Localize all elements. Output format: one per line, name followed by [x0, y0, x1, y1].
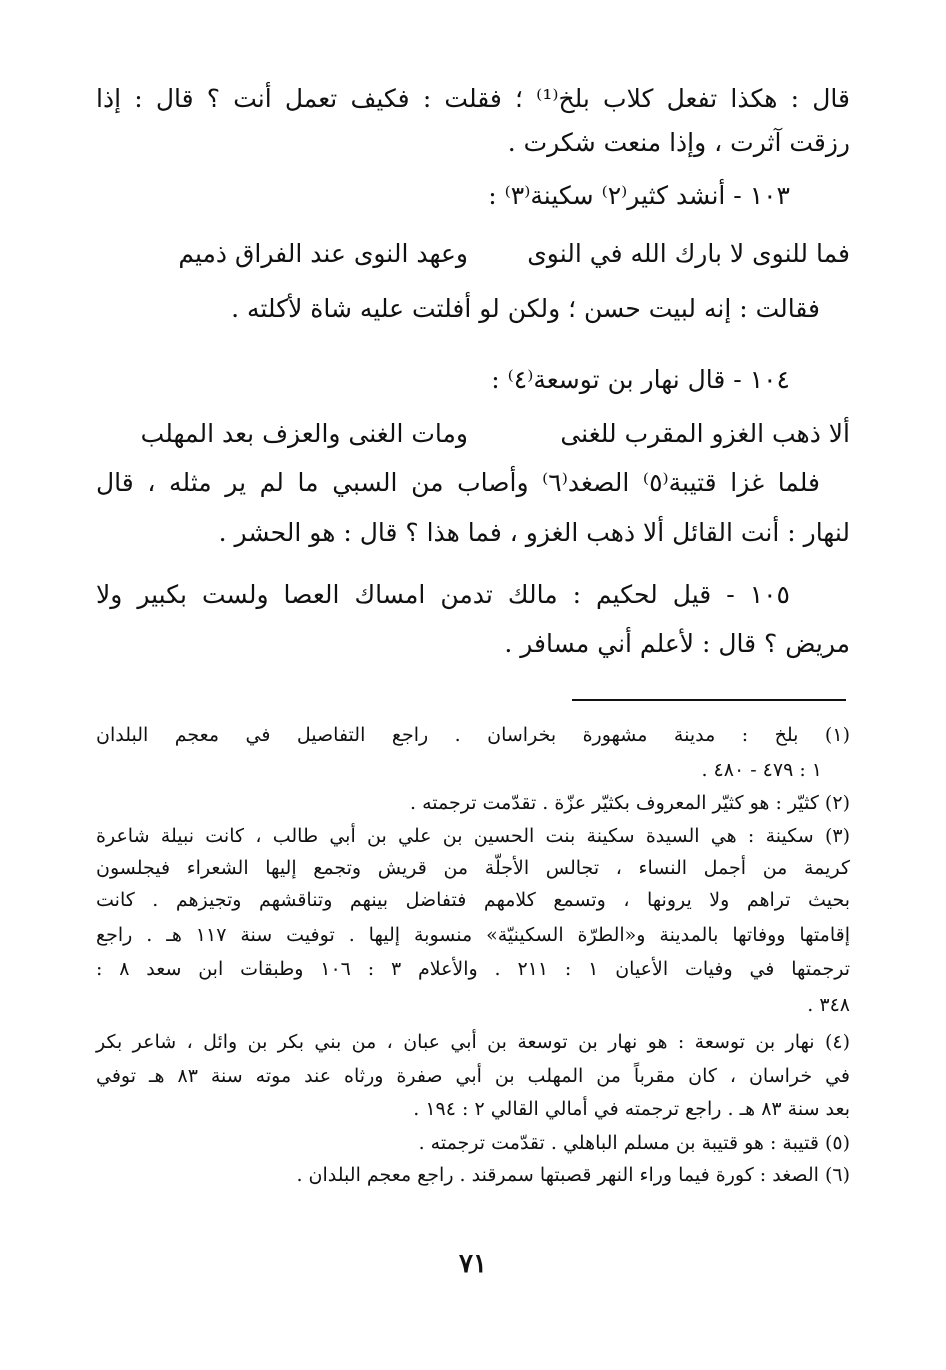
verse-1-first-hemistich: فما للنوى لا بارك الله في النوى — [527, 239, 850, 268]
footnote-3-line-5: ترجمتها في وفيات الأعيان ١ : ٢١١ . والأعلام ٣ : ١٠٦ وطبقات ابن سعد ٨ : — [96, 958, 850, 980]
entry-104-line-2: لنهار : أنت القائل ألا ذهب الغزو ، فما هذا ؟ قال : هو الحشر . — [218, 518, 850, 547]
entry-104-line-1: فلما غزا قتيبة⁽٥⁾ الصغد⁽٦⁾ وأصاب من السبي ما لم ير مثله ، قال — [96, 468, 820, 497]
footnote-3-line-3: بحيث تراهم ولا يرونها ، وتسمع كلامهم فتفاضل بينهم وتناقشهم وتجيزهم . كانت — [96, 889, 850, 911]
page-number: ٧١ — [459, 1249, 487, 1279]
entry-103-heading: ١٠٣ - أنشد كثير⁽٢⁾ سكينة⁽٣⁾ : — [488, 181, 790, 210]
footnote-2: (٢) كثيّر : هو كثيّر المعروف بكثيّر عزّة . تقدّمت ترجمته . — [409, 792, 850, 814]
footnote-5: (٥) قتيبة : هو قتيبة بن مسلم الباهلي . تقدّمت ترجمته . — [418, 1132, 850, 1154]
footnote-1-line-1: (١) بلخ : مدينة مشهورة بخراسان . راجع التفاصيل في معجم البلدان — [96, 724, 850, 746]
verse-2-second-hemistich: ومات الغنى والعزف بعد المهلب — [140, 419, 468, 448]
paragraph-102-line-2: رزقت آثرت ، وإذا منعت شكرت . — [507, 128, 850, 157]
footnote-3-line-2: كريمة من أجمل النساء ، تجالس الأجلّة من قريش وتجمع إليها الشعراء فيجلسون — [96, 857, 850, 879]
footnote-1-line-2: ١ : ٤٧٩ - ٤٨٠ . — [701, 759, 822, 781]
footnote-4-line-2: في خراسان ، كان مقرباً من المهلب بن أبي صفرة ورثاه عند موته سنة ٨٣ هـ توفي — [96, 1065, 850, 1087]
verse-2-first-hemistich: ألا ذهب الغزو المقرب للغنى — [560, 419, 850, 448]
entry-105-line-2: مريض ؟ قال : لأعلم أني مسافر . — [504, 629, 850, 658]
entry-105-line-1: ١٠٥ - قيل لحكيم : مالك تدمن امساك العصا ولست بكبير ولا — [96, 580, 790, 609]
verse-1-second-hemistich: وعهد النوى عند الفراق ذميم — [178, 239, 468, 268]
entry-104-heading: ١٠٤ - قال نهار بن توسعة⁽٤⁾ : — [491, 365, 790, 394]
footnote-3-line-6: ٣٤٨ . — [807, 994, 850, 1016]
footnote-4-line-1: (٤) نهار بن توسعة : هو نهار بن توسعة بن أبي عبان ، من بني بكر بن وائل ، شاعر بكر — [96, 1031, 850, 1053]
footnote-6: (٦) الصغد : كورة فيما وراء النهر قصبتها سمرقند . راجع معجم البلدان . — [296, 1164, 850, 1186]
footnote-divider — [572, 699, 846, 701]
entry-103-text: فقالت : إنه لبيت حسن ؛ ولكن لو أفلتت عليه شاة لأكلته . — [231, 294, 820, 323]
paragraph-102-line-1: قال : هكذا تفعل كلاب بلخ⁽¹⁾ ؛ فقلت : فكيف تعمل أنت ؟ قال : إذا — [96, 84, 850, 113]
footnote-3-line-4: إقامتها ووفاتها بالمدينة و«الطرّة السكينيّة» منسوبة إليها . توفيت سنة ١١٧ هـ . راجع — [96, 924, 850, 946]
footnote-3-line-1: (٣) سكينة : هي السيدة سكينة بنت الحسين بن علي بن أبي طالب ، كانت نبيلة شاعرة — [96, 825, 850, 847]
footnote-4-line-3: بعد سنة ٨٣ هـ . راجع ترجمته في أمالي القالي ٢ : ١٩٤ . — [413, 1098, 850, 1120]
